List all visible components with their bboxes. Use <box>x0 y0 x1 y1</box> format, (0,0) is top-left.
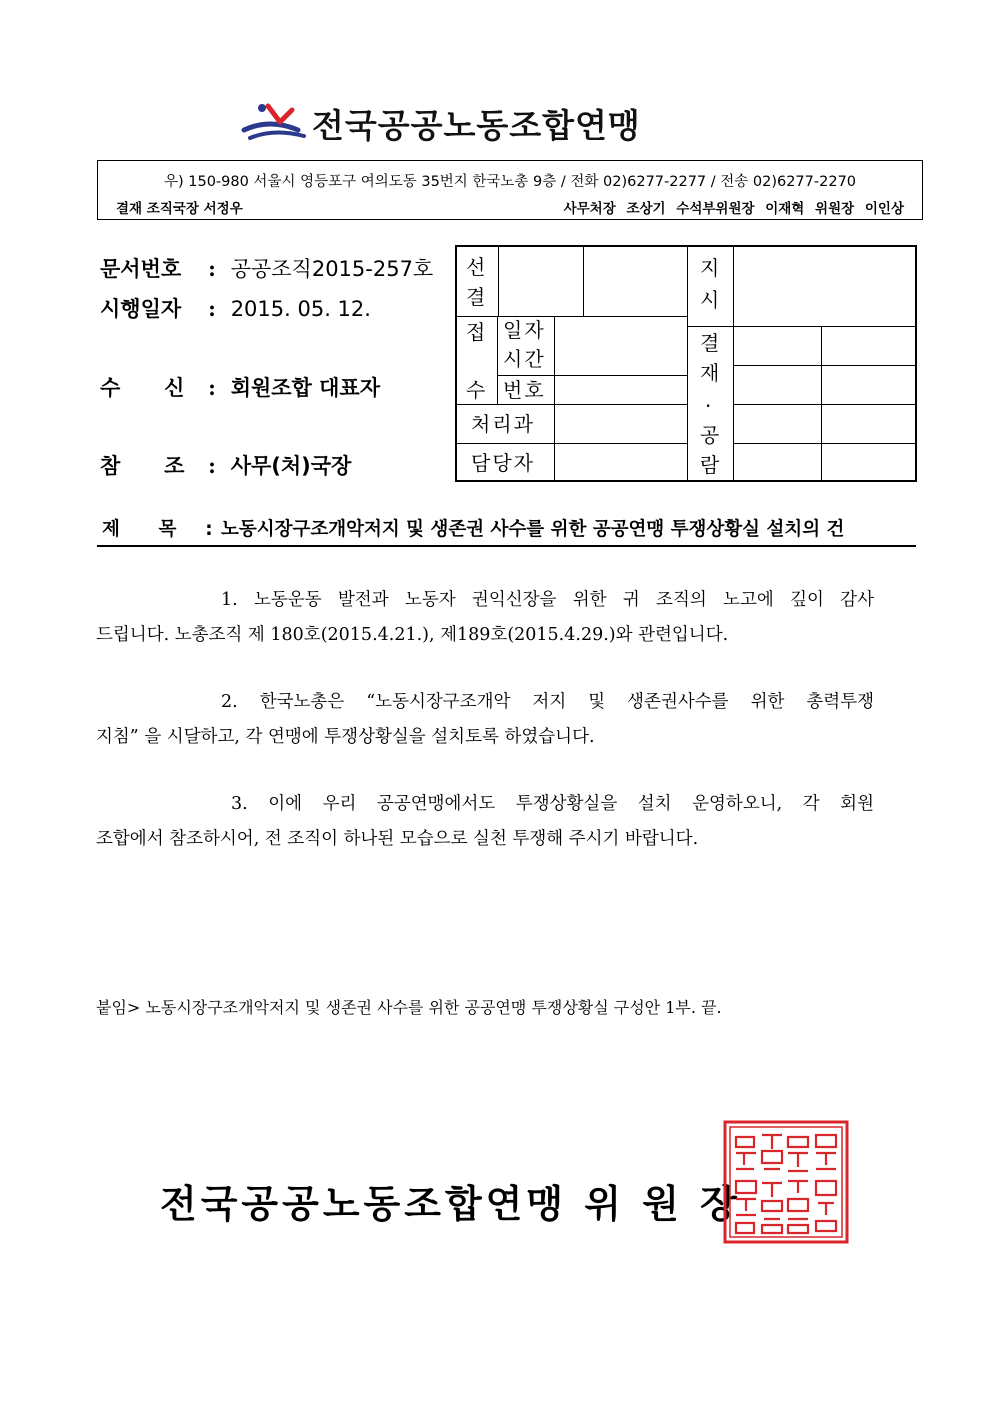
paragraph-1-line-2: 드립니다. 노총조직 제 180호(2015.4.21.), 제189호(2015.4.29.)와 관련입니다. <box>96 625 729 645</box>
paragraph-1 <box>96 583 874 653</box>
grid-label-time: 시간 <box>503 347 546 371</box>
subject-colon: : <box>205 519 213 540</box>
grid-label-gyeol2: 결 <box>700 331 720 355</box>
recipient-row <box>100 372 380 402</box>
issue-date: 2015. 05. 12. <box>230 297 371 321</box>
colon: : <box>208 296 216 321</box>
grid-label-dept: 처리과 <box>471 412 535 436</box>
grid-label-seon: 선 <box>466 255 486 279</box>
address-box <box>97 160 923 220</box>
grid-label-gyeol: 결 <box>466 285 486 309</box>
reference-label: 참 조 <box>100 454 185 478</box>
issue-date-label: 시행일자 <box>100 297 182 321</box>
grid-label-date: 일자 <box>503 318 546 342</box>
paragraph-3 <box>96 787 874 857</box>
address-line: 우) 150-980 서울시 영등포구 여의도동 35번지 한국노총 9층 / 전화 02)6277-2277 / 전송 02)6277-2270 <box>163 174 857 190</box>
paragraph-2-line-1: 2. 한국노총은 “노동시장구조개악 저지 및 생존권사수를 위한 총력투쟁 <box>221 692 874 712</box>
official-seal <box>722 1119 850 1245</box>
doc-number-row <box>100 253 433 283</box>
paragraph-3-line-2: 조합에서 참조하시어, 전 조직이 하나된 모습으로 실천 투쟁해 주시기 바랍니다. <box>96 829 699 849</box>
paragraph-2 <box>96 685 874 755</box>
approver-left: 결재 조직국장 서정우 <box>116 201 243 217</box>
grid-label-staff: 담당자 <box>471 451 535 475</box>
subject-label: 제 목 <box>102 519 177 540</box>
doc-number-label: 문서번호 <box>100 257 182 281</box>
colon: : <box>208 453 216 478</box>
grid-label-gong: 공 <box>700 423 720 447</box>
attachment-note: 붙임> 노동시장구조개악저지 및 생존권 사수를 위한 공공연맹 투쟁상황실 구성안 1부. 끝. <box>96 998 722 1017</box>
reference: 사무(처)국장 <box>230 454 352 478</box>
recipient: 회원조합 대표자 <box>230 376 380 400</box>
reference-row <box>100 450 351 480</box>
grid-label-ram: 람 <box>700 453 720 477</box>
org-logo <box>240 96 740 146</box>
approver-right: 사무처장 조상기 수석부위원장 이재혁 위원장 이인상 <box>563 201 904 217</box>
colon: : <box>208 375 216 400</box>
colon: : <box>208 256 216 281</box>
org-name-title: 전국공공노동조합연맹 <box>312 106 641 145</box>
paragraph-2-line-2: 지침” 을 시달하고, 각 연맹에 투쟁상황실을 설치토록 하였습니다. <box>96 727 595 747</box>
seal-stamp-icon <box>722 1119 850 1245</box>
paragraph-3-line-1: 3. 이에 우리 공공연맹에서도 투쟁상황실을 설치 운영하오니, 각 회원 <box>231 794 874 814</box>
recipient-label: 수 신 <box>100 376 185 400</box>
subject-underline <box>97 545 916 547</box>
grid-label-dot: · <box>705 394 712 418</box>
grid-label-su: 수 <box>466 378 486 402</box>
subject-row <box>102 515 914 541</box>
paragraph-1-line-1: 1. 노동운동 발전과 노동자 권익신장을 위한 귀 조직의 노고에 깊이 감사 <box>221 590 874 610</box>
doc-number: 공공조직2015-257호 <box>230 257 434 281</box>
signer-title: 전국공공노동조합연맹 위 원 장 <box>160 1182 741 1226</box>
grid-label-number: 번호 <box>503 378 546 402</box>
issue-date-row <box>100 293 371 323</box>
grid-label-ji: 지 <box>700 256 720 280</box>
grid-label-si: 시 <box>700 288 720 312</box>
grid-label-jae: 재 <box>700 361 720 385</box>
grid-label-jeop: 접 <box>466 320 486 344</box>
union-emblem-icon <box>240 96 310 146</box>
subject-text: 노동시장구조개악저지 및 생존권 사수를 위한 공공연맹 투쟁상황실 설치의 건 <box>221 519 845 540</box>
